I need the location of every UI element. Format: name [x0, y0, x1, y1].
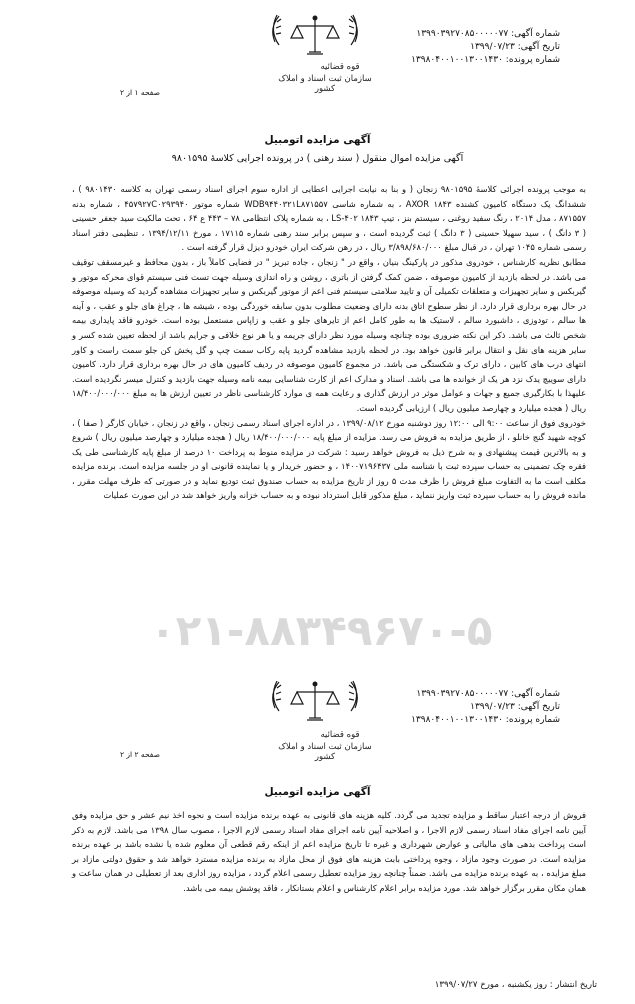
notice-number: شماره آگهی: ۱۳۹۹۰۳۹۲۷۰۸۵۰۰۰۰۰۷۷: [416, 29, 560, 39]
paragraph-auction-conditions: فروش از درجه اعتبار ساقط و مزایده تجدید می گردد. کلیه هزینه های قانونی به عهده برنده مزایده است و نحوه اخذ نیم عشر و حق مزایده وفق آیین نامه اجرای مفاد اسناد رسمی لازم الاجرا ، و اصلاحیه آیین نامه اجرای مفاد اسناد رسمی لازم الاجرا ، مصوب سال ۱۳۹۸ می باشد. لازم به ذکر است پرداخت بدهی های مالیاتی و عوارض شهرداری و غیره تا تاریخ مزایده اعم از اینکه رقم قطعی آن معلوم شده یا نشده باشد بر عهده برنده مزایده است. در صورت وجود مازاد ، وجوه پرداختی بابت هزینه های فوق از محل مازاد به برنده مزایده مسترد خواهد شد و حقوق دولتی مازاد بر مبلغ مزایده ، به عهده برنده مزایده می باشد. ضمناً چنانچه روز مزایده تعطیل رسمی اعلام گردد ، مزایده روز اداری بعد از تعطیلی در همان ساعت و همان مکان مقرر برگزار خواهد شد. مورد مزایده برابر اعلام کارشناس و اعلام بستانکار ، فاقد پوشش بیمه می باشد.: [72, 810, 586, 893]
notice-page-2: [0, 668, 635, 1004]
scales-of-justice-icon: [267, 12, 363, 62]
notice-body: [72, 808, 586, 896]
case-number: شماره پرونده: ۱۳۹۸۰۴۰۰۱۰۰۱۳۰۰۱۴۳۰: [411, 55, 560, 65]
scales-of-justice-icon: [267, 678, 363, 728]
notice-date: تاریخ آگهی: ۱۳۹۹/۰۷/۲۳: [470, 42, 560, 52]
phone-watermark: ۰۲۱-۸۸۳۴۹۶۷۰-۵: [150, 606, 493, 655]
registration-org-label: سازمان ثبت اسناد و املاک کشور: [278, 74, 372, 94]
page-number: صفحه ۲ از ۲: [120, 750, 160, 759]
notice-meta: [411, 28, 560, 67]
publish-date: تاریخ انتشار : روز یکشنبه ، مورخ ۱۳۹۹/۰۷/۲۷: [434, 980, 597, 990]
page-number: صفحه ۱ از ۲: [120, 88, 160, 97]
notice-subtitle: آگهی مزایده اموال منقول ( سند رهنی ) در پرونده اجرایی کلاسهٔ ۹۸۰۱۵۹۵: [171, 153, 464, 164]
notice-meta: [411, 688, 560, 727]
paragraph-auction-terms: خودروی فوق از ساعت ۹:۰۰ الی ۱۲:۰۰ روز دوشنبه مورخ ۱۳۹۹/۰۸/۱۲ ، در اداره اجرای اسناد رسمی زنجان ، واقع در زنجان ، خیابان کارگر ( صفا ) ، کوچه شهید گنج خانلو ، از طریق مزایده به فروش می رسد. مزایده از مبلغ پایه ۱۸/۴۰۰/۰۰۰/۰۰۰ ریال ( هجده میلیارد و چهارصد میلیون ریال ) شروع و به بالاترین قیمت پیشنهادی و به شرح ذیل به فروش خواهد رسید : شرکت در مزایده منوط به پرداخت ۱۰ درصد از مبلغ پایه کارشناسی طی یک فقره چک تضمینی به حساب سپرده ثبت با شناسه ملی ۱۴۰۰۷۱۹۶۴۳۷ ، و حضور خریدار و یا نماینده قانونی او در جلسه مزایده است. برنده مزایده مکلف است ما به التفاوت مبلغ فروش را ظرف مدت ۵ روز از تاریخ مزایده به حساب صندوق ثبت تودیع نماید و در صورتی که ظرف مهلت مقرر ، مانده فروش را به حساب سپرده ثبت واریز ننماید ، مبلغ مذکور قابل استرداد نبوده و به حساب خزانه واریز خواهد شد در این صورت عملیات: [72, 417, 587, 501]
notice-date: تاریخ آگهی: ۱۳۹۹/۰۷/۲۳: [470, 702, 560, 712]
paragraph-vehicle-description: به موجب پرونده اجرائی کلاسهٔ ۹۸۰۱۵۹۵ زنجان ( و بنا به نیابت اجرایی اعطایی از اداره سوم اجرای اسناد رسمی تهران به کلاسه ۹۸۰۱۴۳۰ ) ، ششدانگ یک دستگاه کامیون کشنده AXOR ۱۸۴۳ ، به شماره شاسی WDB۹۴۴۰۳۲۱L۸۷۱۵۵۷ شماره موتور ۴۵۷۹۲۷C۰۲۹۳۹۴۰ ، شماره بدنه ۸۷۱۵۵۷ ، مدل ۲۰۱۴ ، رنگ سفید روغنی ، سیستم بنز ، تیپ ۱۸۴۳ LS-۴۰۲ ، به شماره پلاک انتظامی ۷۸ – ۴۴۳ ع ۶۴ ، تحت مالکیت سید جعفر حسینی ( ۳ دانگ ) ، سید سهیلا حسینی ( ۳ دانگ ) ثبت گردیده است ، و سپس برابر سند رهنی شماره ۱۷۱۱۵ ، مورخ ۱۳۹۴/۱۲/۱۱ ، تنظیمی دفتر اسناد رسمی شماره ۱۰۴۵ تهران ، در قبال مبلغ ۳/۸۹۸/۶۸۰/۰۰۰ ریال ، در رهن شرکت ایران خودرو دیزل قرار گرفته است .: [72, 184, 587, 253]
notice-page-1: [0, 0, 635, 500]
notice-title: آگهی مزایده اتومبیل: [264, 134, 371, 146]
paragraph-expert-opinion: مطابق نظریه کارشناس ، خودروی مذکور در پارکینگ بنیان ، واقع در " زنجان ، جاده تبریز " در فضایی کاملاً باز ، بدون محافظ و غیرمسقف توقیف می باشد. در لحظه بازدید از کامیون موصوفه ، ضمن کمک گرفتن از باتری ، روشن و راه اندازی وسیله جهت تست فنی سیستم قوای محرکه موتور و گیربکس و سایر تجهیزات و متعلقات تکمیلی آن و تایید سلامتی سیستم فنی اعم از موتور گیربکس و سایر تجهیزات مشاهده گردید که وسیله موصوفه در حال بهره برداری قرار دارد. از نظر سطوح اتاق بدنه دارای وضعیت مطلوب بدون سابقه خوردگی بوده ، شیشه ها ، چراغ های جلو و عقب ، و آینه ها سالم ، تودوزی ، داشبورد سالم ، لاستیک ها به طور کامل اعم از تایرهای جلو و عقب و زاپاس مستعمل بوده است. خودرو فاقد پایداری بیمه شخص ثالث می باشد. ذکر این نکته ضروری بوده چنانچه وسیله مورد نظر دارای جریمه و یا هر نوع خلافی و جرایم باشد از لحظه تعیین شده کسر و سایر هزینه های نقل و انتقال برابر قانون خواهد بود. در لحظه بازدید مشاهده گردید پایه رکاب سمت چپ و گل پخش کن جلو سمت راست و کاور انتهای درب های کابین ، دارای ترک و شکستگی می باشد. در مجموع کامیون موصوفه در ردیف کامیون های در حال بهره برداری قرار دارد. کامیون دارای سوییچ یدک نزد هر یک از خوانده ها می باشد. اسناد و مدارک اعم از کارت شناسایی بیمه نامه وسیله جهت بازدید و کنترل میسر نگردیده است. علیهذا با بکارگیری جمیع و جهات و عوامل موثر در ارزش گذاری و رعایت همه ی موارد کارشناسی ناظر در تعیین ارزش ها به مبلغ ۱۸/۴۰۰/۰۰۰/۰۰۰ ریال ( هجده میلیارد و چهارصد میلیون ریال ) ارزیابی گردیده است.: [72, 256, 586, 413]
registration-org-label: سازمان ثبت اسناد و املاک کشور: [278, 742, 372, 762]
judiciary-label: قوه قضائیه: [320, 730, 360, 740]
judiciary-label: قوه قضائیه: [320, 62, 360, 72]
notice-title: آگهی مزایده اتومبیل: [264, 786, 371, 798]
notice-body: [72, 182, 586, 503]
notice-number: شماره آگهی: ۱۳۹۹۰۳۹۲۷۰۸۵۰۰۰۰۰۷۷: [416, 689, 560, 699]
case-number: شماره پرونده: ۱۳۹۸۰۴۰۰۱۰۰۱۳۰۰۱۴۳۰: [411, 715, 560, 725]
